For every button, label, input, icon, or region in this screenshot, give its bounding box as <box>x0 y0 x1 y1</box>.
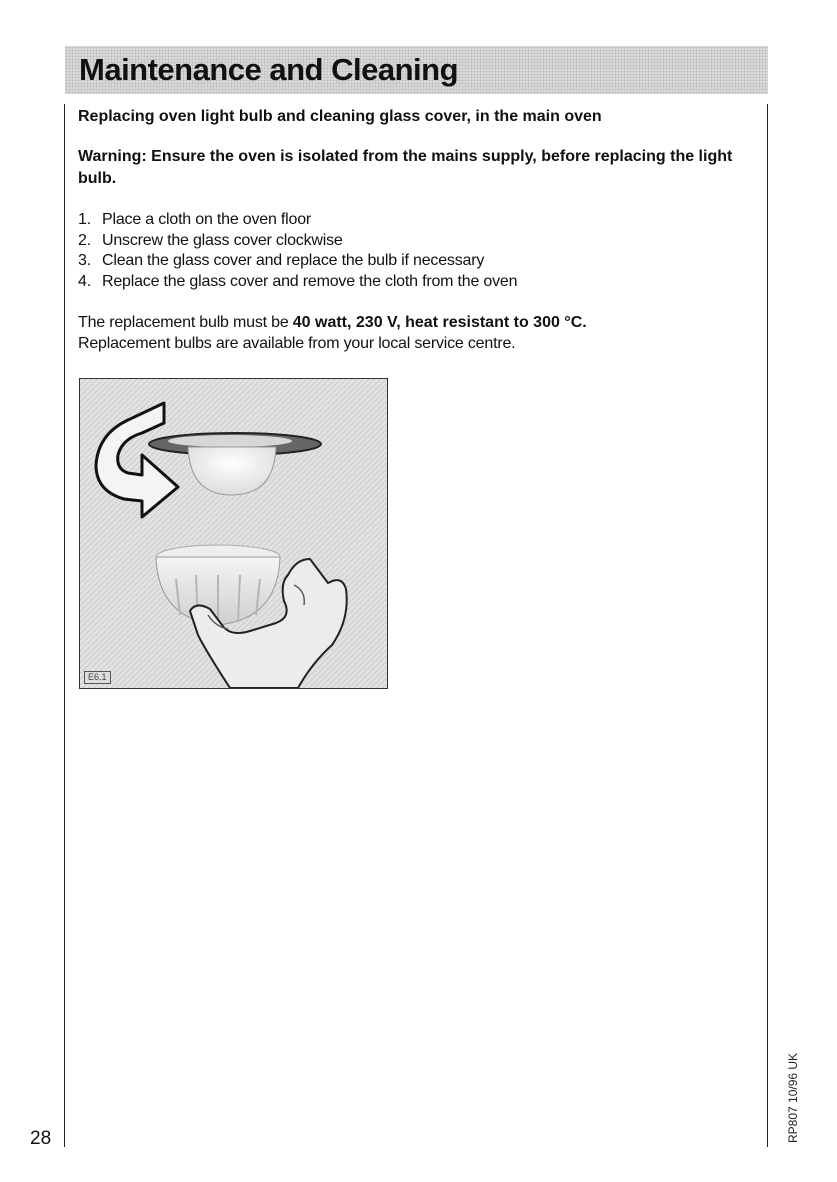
bulb-spec-value: 40 watt, 230 V, heat resistant to 300 °C. <box>292 314 587 331</box>
list-item <box>78 231 758 252</box>
list-item <box>78 210 758 231</box>
title-bar <box>65 46 768 94</box>
bulb-spec-paragraph <box>78 312 758 354</box>
bulb-replacement-illustration <box>79 378 388 689</box>
list-item <box>78 251 758 272</box>
steps-list <box>78 210 758 292</box>
availability-text: Replacement bulbs are available from your local service centre. <box>78 335 516 352</box>
step-number: 4. <box>78 272 91 290</box>
page-title: Maintenance and Cleaning <box>79 52 459 87</box>
step-text: Clean the glass cover and replace the bulb if necessary <box>102 252 485 269</box>
step-number: 3. <box>78 252 91 269</box>
list-item <box>78 272 758 293</box>
page-number: 28 <box>30 1128 52 1149</box>
step-number: 2. <box>78 231 91 249</box>
step-text: Unscrew the glass cover clockwise <box>102 231 343 249</box>
right-margin-rule <box>767 104 768 1147</box>
section-subheading: Replacing oven light bulb and cleaning glass cover, in the main oven <box>78 108 602 125</box>
step-text: Place a cloth on the oven floor <box>102 211 312 228</box>
figure-label: E6.1 <box>84 671 111 684</box>
document-code: RP807 10/96 UK <box>786 1052 800 1143</box>
bulb-spec-prefix: The replacement bulb must be <box>78 314 293 331</box>
left-margin-rule <box>64 104 65 1147</box>
section-content <box>78 106 758 354</box>
step-number: 1. <box>78 211 91 228</box>
illustration-drawing <box>80 379 387 688</box>
step-text: Replace the glass cover and remove the cloth from the oven <box>102 272 518 290</box>
warning-text: Warning: Ensure the oven is isolated from the mains supply, before replacing the light bulb. <box>78 148 733 187</box>
